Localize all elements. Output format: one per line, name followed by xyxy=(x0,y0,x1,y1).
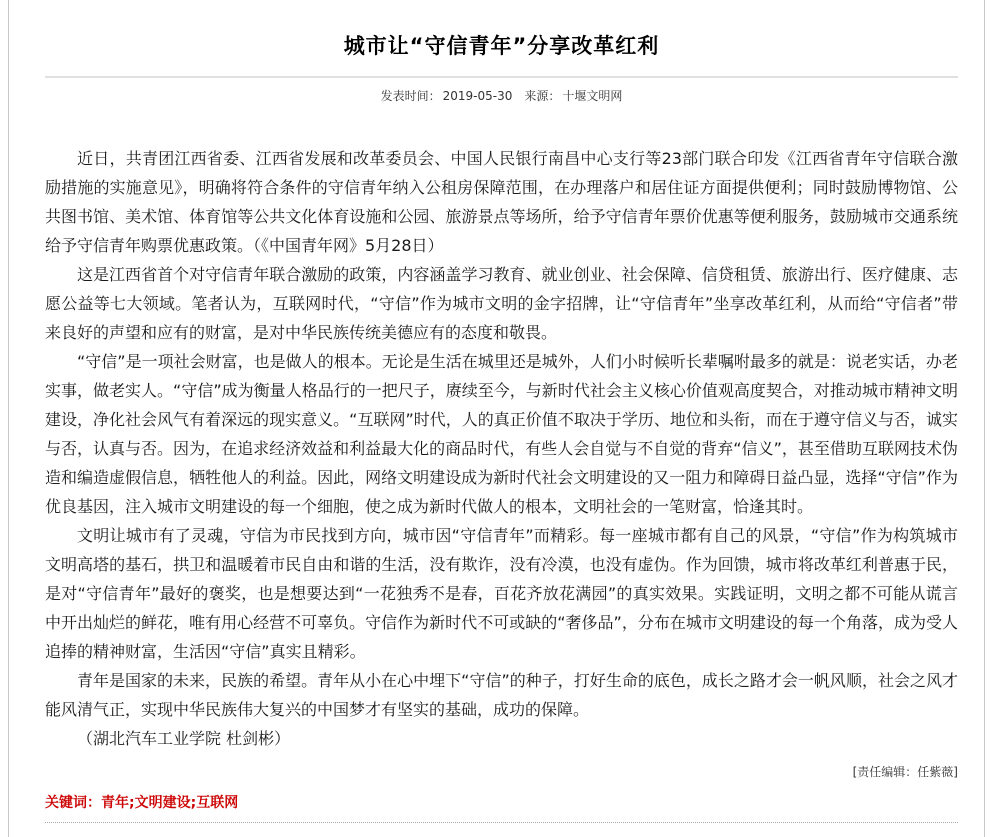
keywords-row xyxy=(45,792,958,812)
source-label: 来源： xyxy=(524,89,561,103)
publish-time-label: 发表时间： xyxy=(380,89,441,103)
bottom-divider xyxy=(45,822,958,823)
article-meta xyxy=(45,87,958,104)
article-page xyxy=(8,0,985,837)
keywords-links[interactable]: 青年;文明建设;互联网 xyxy=(101,795,239,811)
title-divider xyxy=(45,76,958,78)
article-paragraph: 这是江西省首个对守信青年联合激励的政策，内容涵盖学习教育、就业创业、社会保障、信贷租赁、旅游出行、医疗健康、志愿公益等七大领域。笔者认为，互联网时代，“守信”作为城市文明的金字招牌，让“守信青年”坐享改革红利，从而给“守信者”带来良好的声望和应有的财富，是对中华民族传统美德应有的态度和敬畏。 xyxy=(45,265,958,342)
article-paragraph: 文明让城市有了灵魂，守信为市民找到方向，城市因“守信青年”而精彩。每一座城市都有自己的风景，“守信”作为构筑城市文明高塔的基石，拱卫和温暖着市民自由和谐的生活，没有欺诈，没有冷漠，也没有虚伪。作为回馈，城市将改革红利普惠于民，是对“守信青年”最好的褒奖，也是想要达到“一花独秀不是春，百花齐放花满园”的真实效果。实践证明，文明之都不可能从谎言中开出灿烂的鲜花，唯有用心经营不可辜负。守信作为新时代不可或缺的“奢侈品”，分布在城市文明建设的每一个角落，成为受人追捧的精神财富，生活因“守信”真实且精彩。 xyxy=(45,526,958,661)
article-paragraph: 青年是国家的未来，民族的希望。青年从小在心中埋下“守信”的种子，打好生命的底色，成长之路才会一帆风顺，社会之风才能风清气正，实现中华民族伟大复兴的中国梦才有坚实的基础，成功的保障。 xyxy=(45,671,958,719)
page-title: 城市让“守信青年”分享改革红利 xyxy=(343,34,660,58)
article-paragraph: 近日，共青团江西省委、江西省发展和改革委员会、中国人民银行南昌中心支行等23部门联合印发《江西省青年守信联合激励措施的实施意见》，明确将符合条件的守信青年纳入公租房保障范围，在办理落户和居住证方面提供便利；同时鼓励博物馆、公共图书馆、美术馆、体育馆等公共文化体育设施和公园、旅游景点等场所，给予守信青年票价优惠等便利服务，鼓励城市交通系统给予守信青年购票优惠政策。（《中国青年网》5月28日） xyxy=(45,149,958,255)
source-value: 十堰文明网 xyxy=(562,89,623,103)
publish-time-value: 2019-05-30 xyxy=(442,89,513,103)
author-line: （湖北汽车工业学院 杜剑彬） xyxy=(77,729,291,748)
editor-credit: [责任编辑：任紫薇] xyxy=(852,765,958,779)
article-paragraph: “守信”是一项社会财富，也是做人的根本。无论是生活在城里还是城外，人们小时候听长辈嘱咐最多的就是：说老实话，办老实事，做老实人。“守信”成为衡量人格品行的一把尺子，赓续至今，与新时代社会主义核心价值观高度契合，对推动城市精神文明建设，净化社会风气有着深远的现实意义。“互联网”时代，人的真正价值不取决于学历、地位和头衔，而在于遵守信义与否，诚实与否，认真与否。因为，在追求经济效益和利益最大化的商品时代，有些人会自觉与不自觉的背弃“信义”，甚至借助互联网技术伪造和编造虚假信息，牺牲他人的利益。因此，网络文明建设成为新时代社会文明建设的又一阻力和障碍日益凸显，选择“守信”作为优良基因，注入城市文明建设的每一个细胞，使之成为新时代做人的根本，文明社会的一笔财富，恰逢其时。 xyxy=(45,352,958,516)
keywords-label: 关键词： xyxy=(45,795,101,811)
article-body xyxy=(45,144,958,753)
